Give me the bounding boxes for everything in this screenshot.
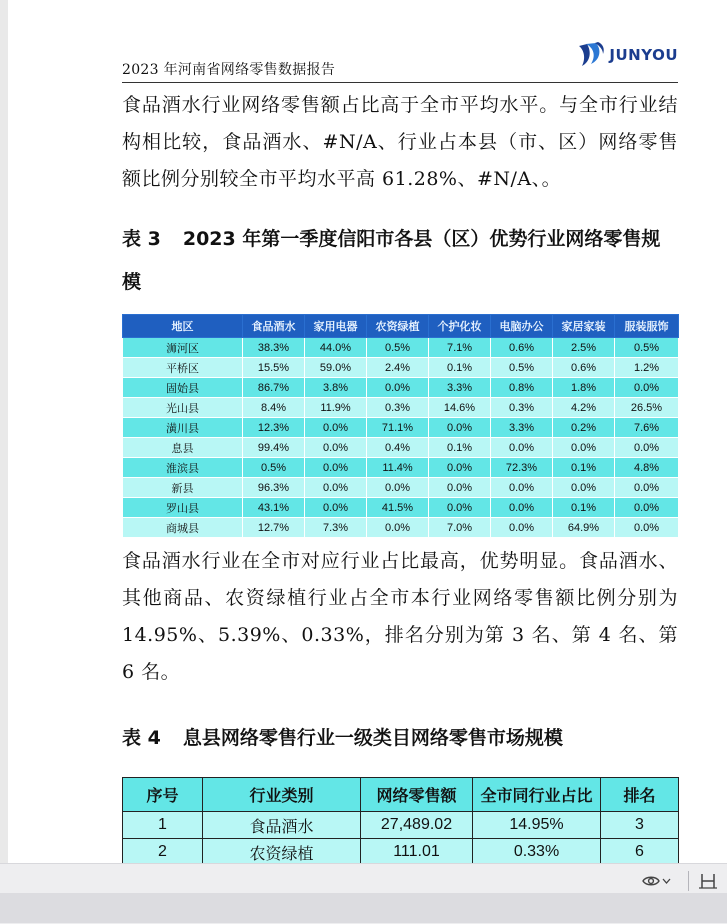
table3-value-cell: 0.0% bbox=[305, 498, 367, 518]
table3-row bbox=[123, 458, 679, 478]
table4-number: 表 4 bbox=[122, 727, 161, 749]
table3-value-cell: 0.0% bbox=[429, 418, 491, 438]
table3-value-cell: 12.3% bbox=[243, 418, 305, 438]
table4-cell: 农资绿植 bbox=[203, 839, 361, 866]
table3-value-cell: 15.5% bbox=[243, 358, 305, 378]
table3-value-cell: 0.0% bbox=[367, 478, 429, 498]
table3-value-cell: 0.6% bbox=[491, 338, 553, 358]
table3-value-cell: 12.7% bbox=[243, 518, 305, 538]
table3-value-cell: 1.2% bbox=[615, 358, 679, 378]
table4-cell: 0.33% bbox=[473, 839, 601, 866]
table3-value-cell: 2.4% bbox=[367, 358, 429, 378]
table3-value-cell: 0.2% bbox=[553, 418, 615, 438]
table3-value-cell: 0.5% bbox=[491, 358, 553, 378]
table3-caption bbox=[122, 218, 678, 304]
table3-header-cell: 服装服饰 bbox=[615, 315, 679, 338]
table4-cell: 14.95% bbox=[473, 812, 601, 839]
table3-row bbox=[123, 438, 679, 458]
table4-row bbox=[123, 812, 679, 839]
table3-region-cell: 平桥区 bbox=[123, 358, 243, 378]
table3-value-cell: 64.9% bbox=[553, 518, 615, 538]
table3-value-cell: 0.4% bbox=[367, 438, 429, 458]
table3-value-cell: 0.0% bbox=[305, 438, 367, 458]
table3-value-cell: 0.3% bbox=[367, 398, 429, 418]
table4-cell: 111.01 bbox=[361, 839, 473, 866]
status-divider bbox=[688, 871, 689, 891]
table3-row bbox=[123, 358, 679, 378]
table4-header-cell: 序号 bbox=[123, 778, 203, 812]
table4-cell: 3 bbox=[601, 812, 679, 839]
table3-header-cell: 电脑办公 bbox=[491, 315, 553, 338]
table3-row bbox=[123, 518, 679, 538]
table3-value-cell: 0.5% bbox=[615, 338, 679, 358]
brand-logo bbox=[576, 40, 678, 70]
paragraph-analysis: 食品酒水行业在全市对应行业占比最高，优势明显。食品酒水、其他商品、农资绿植行业占全市本行业网络零售额比例分别为 14.95%、5.39%、0.33%，排名分别为第 3 名、第 4 名、第 6 名。 bbox=[122, 550, 678, 683]
table3-value-cell: 11.4% bbox=[367, 458, 429, 478]
table3-value-cell: 4.8% bbox=[615, 458, 679, 478]
table3-region-cell: 淮滨县 bbox=[123, 458, 243, 478]
table4-header-cell: 排名 bbox=[601, 778, 679, 812]
table3-value-cell: 3.3% bbox=[491, 418, 553, 438]
table3-title: 2023 年第一季度信阳市各县（区）优势行业网络零售规模 bbox=[122, 228, 661, 293]
table3-row bbox=[123, 418, 679, 438]
table3-value-cell: 0.0% bbox=[305, 458, 367, 478]
table3-value-cell: 0.5% bbox=[367, 338, 429, 358]
table3-value-cell: 0.8% bbox=[491, 378, 553, 398]
table3-value-cell: 0.1% bbox=[429, 438, 491, 458]
table3-value-cell: 86.7% bbox=[243, 378, 305, 398]
table3-value-cell: 4.2% bbox=[553, 398, 615, 418]
table3-row bbox=[123, 398, 679, 418]
table3-header-row bbox=[123, 315, 679, 338]
table3-value-cell: 0.0% bbox=[553, 438, 615, 458]
table4-header-cell: 全市同行业占比 bbox=[473, 778, 601, 812]
table3-value-cell: 3.8% bbox=[305, 378, 367, 398]
view-mode-button[interactable] bbox=[642, 870, 671, 892]
page-left-edge bbox=[0, 0, 8, 863]
table3-value-cell: 41.5% bbox=[367, 498, 429, 518]
header-title: 2023 年河南省网络零售数据报告 bbox=[122, 62, 336, 78]
table4-cell: 1 bbox=[123, 812, 203, 839]
table3-region-cell: 光山县 bbox=[123, 398, 243, 418]
table3-value-cell: 0.3% bbox=[491, 398, 553, 418]
table3-number: 表 3 bbox=[122, 228, 161, 250]
table3-header-cell: 个护化妆 bbox=[429, 315, 491, 338]
eye-icon bbox=[642, 874, 660, 888]
table3-value-cell: 14.6% bbox=[429, 398, 491, 418]
bottom-strip bbox=[0, 893, 727, 923]
table3-value-cell: 0.0% bbox=[367, 518, 429, 538]
table3-value-cell: 0.0% bbox=[429, 478, 491, 498]
table3-value-cell: 0.0% bbox=[305, 478, 367, 498]
table3-row bbox=[123, 478, 679, 498]
table3-row bbox=[123, 338, 679, 358]
table3-value-cell: 8.4% bbox=[243, 398, 305, 418]
table3-value-cell: 0.1% bbox=[553, 498, 615, 518]
table3-region-cell: 息县 bbox=[123, 438, 243, 458]
table3-value-cell: 3.3% bbox=[429, 378, 491, 398]
table3-region-cell: 潢川县 bbox=[123, 418, 243, 438]
table3-value-cell: 1.8% bbox=[553, 378, 615, 398]
county-industry-table bbox=[122, 314, 679, 538]
table3-region-cell: 商城县 bbox=[123, 518, 243, 538]
table3-value-cell: 0.0% bbox=[491, 438, 553, 458]
table3-value-cell: 26.5% bbox=[615, 398, 679, 418]
table3-value-cell: 0.0% bbox=[615, 518, 679, 538]
table4-cell: 食品酒水 bbox=[203, 812, 361, 839]
table3-value-cell: 59.0% bbox=[305, 358, 367, 378]
table3-value-cell: 43.1% bbox=[243, 498, 305, 518]
table3-value-cell: 2.5% bbox=[553, 338, 615, 358]
table3-header-cell: 家居家装 bbox=[553, 315, 615, 338]
table3-region-cell: 罗山县 bbox=[123, 498, 243, 518]
table3-region-cell: 新县 bbox=[123, 478, 243, 498]
table3-value-cell: 7.0% bbox=[429, 518, 491, 538]
table3-header-cell: 地区 bbox=[123, 315, 243, 338]
table4-header-cell: 网络零售额 bbox=[361, 778, 473, 812]
table3-value-cell: 0.6% bbox=[553, 358, 615, 378]
table3-value-cell: 0.0% bbox=[553, 478, 615, 498]
table3-row bbox=[123, 498, 679, 518]
table3-value-cell: 0.0% bbox=[491, 478, 553, 498]
table3-value-cell: 99.4% bbox=[243, 438, 305, 458]
table3-value-cell: 11.9% bbox=[305, 398, 367, 418]
table3-value-cell: 0.0% bbox=[305, 418, 367, 438]
table3-value-cell: 0.0% bbox=[491, 518, 553, 538]
table3-value-cell: 38.3% bbox=[243, 338, 305, 358]
table4-caption bbox=[122, 717, 678, 760]
junyou-logo-mark-icon bbox=[576, 40, 606, 70]
table3-value-cell: 0.0% bbox=[615, 438, 679, 458]
table3-value-cell: 0.0% bbox=[491, 498, 553, 518]
table3-value-cell: 72.3% bbox=[491, 458, 553, 478]
table3-value-cell: 7.1% bbox=[429, 338, 491, 358]
page-header bbox=[122, 0, 678, 83]
table3-value-cell: 0.0% bbox=[429, 498, 491, 518]
fit-width-icon[interactable] bbox=[697, 870, 719, 892]
table3-row bbox=[123, 378, 679, 398]
table4-title: 息县网络零售行业一级类目网络零售市场规模 bbox=[182, 727, 563, 749]
table3-header-cell: 食品酒水 bbox=[243, 315, 305, 338]
table3-region-cell: 浉河区 bbox=[123, 338, 243, 358]
table3-value-cell: 0.0% bbox=[615, 498, 679, 518]
table4-header-cell: 行业类别 bbox=[203, 778, 361, 812]
table3-value-cell: 7.3% bbox=[305, 518, 367, 538]
table3-value-cell: 0.0% bbox=[367, 378, 429, 398]
paragraph-intro: 食品酒水行业网络零售额占比高于全市平均水平。与全市行业结构相比较，食品酒水、#N/A、行业占本县（市、区）网络零售额比例分别较全市平均水平高 61.28%、#N/A、。 bbox=[122, 94, 678, 190]
table3-value-cell: 0.1% bbox=[553, 458, 615, 478]
table3-value-cell: 71.1% bbox=[367, 418, 429, 438]
table3-region-cell: 固始县 bbox=[123, 378, 243, 398]
xixian-category-table bbox=[122, 777, 679, 866]
table4-row bbox=[123, 839, 679, 866]
table3-value-cell: 7.6% bbox=[615, 418, 679, 438]
logo-text: JUNYOU bbox=[609, 46, 678, 64]
table3-header-cell: 家用电器 bbox=[305, 315, 367, 338]
table4-cell: 27,489.02 bbox=[361, 812, 473, 839]
table4-cell: 2 bbox=[123, 839, 203, 866]
table3-value-cell: 0.0% bbox=[429, 458, 491, 478]
table3-header-cell: 农资绿植 bbox=[367, 315, 429, 338]
table3-value-cell: 0.0% bbox=[615, 378, 679, 398]
table3-value-cell: 96.3% bbox=[243, 478, 305, 498]
table3-value-cell: 0.1% bbox=[429, 358, 491, 378]
chevron-down-icon bbox=[662, 878, 671, 884]
table4-cell: 6 bbox=[601, 839, 679, 866]
table3-value-cell: 0.0% bbox=[615, 478, 679, 498]
table3-value-cell: 44.0% bbox=[305, 338, 367, 358]
table3-value-cell: 0.5% bbox=[243, 458, 305, 478]
table4-header-row bbox=[123, 778, 679, 812]
